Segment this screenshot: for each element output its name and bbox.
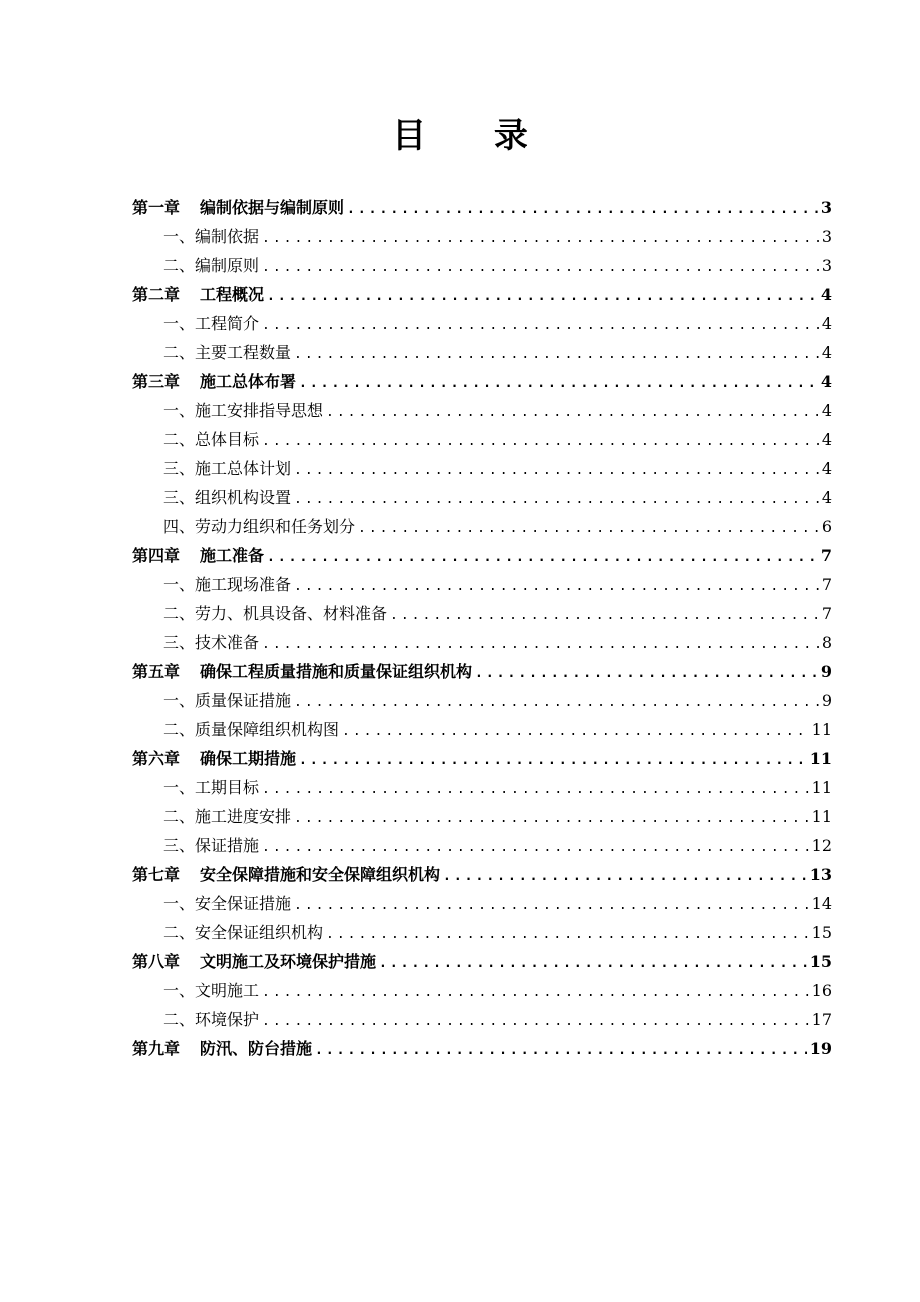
chapter-title: 施工总体布署 [200,372,297,391]
dot-leader [294,456,819,483]
toc-section-entry[interactable] [132,715,832,744]
section-title: 一、编制依据 [163,227,260,246]
toc-entry-label [163,454,291,483]
toc-entry-label [163,976,259,1005]
chapter-number: 第五章 [132,662,181,681]
chapter-number: 第九章 [132,1039,181,1058]
dot-leader [262,775,809,802]
chapter-title: 文明施工及环境保护措施 [200,952,377,971]
dot-leader [299,369,818,396]
chapter-title: 编制依据与编制原则 [200,198,345,217]
toc-entry-label [163,251,259,280]
chapter-number: 第一章 [132,198,181,217]
page-number: 7 [821,575,832,594]
page-number: 7 [820,546,832,565]
toc-section-entry[interactable] [132,918,832,947]
section-title: 二、劳力、机具设备、材料准备 [163,604,388,623]
toc-chapter-entry[interactable] [132,860,832,889]
page-number: 9 [820,662,832,681]
section-title: 一、工程简介 [163,314,260,333]
section-title: 一、安全保证措施 [163,894,292,913]
dot-leader [347,195,818,222]
section-title: 四、劳动力组织和任务划分 [163,517,356,536]
dot-leader [262,427,819,454]
chapter-title: 确保工期措施 [200,749,297,768]
toc-section-entry[interactable] [132,251,832,280]
toc-section-entry[interactable] [132,628,832,657]
page-number: 4 [821,459,832,478]
section-title: 一、质量保证措施 [163,691,292,710]
toc-section-entry[interactable] [132,483,832,512]
toc-section-entry[interactable] [132,976,832,1005]
page-number: 9 [821,691,832,710]
toc-entry-label [132,367,296,396]
toc-section-entry[interactable] [132,309,832,338]
dot-leader [262,224,819,251]
dot-leader [443,862,807,889]
chapter-title: 确保工程质量措施和质量保证组织机构 [200,662,473,681]
toc-section-entry[interactable] [132,425,832,454]
page-number: 3 [820,198,832,217]
toc-entry-label [132,541,264,570]
toc-section-entry[interactable] [132,773,832,802]
toc-entry-label [132,657,472,686]
section-title: 二、总体目标 [163,430,260,449]
toc-section-entry[interactable] [132,889,832,918]
page-number: 15 [811,923,832,942]
toc-entry-label [163,338,291,367]
page-number: 14 [811,894,832,913]
toc-entry-label [163,773,259,802]
dot-leader [294,340,819,367]
toc-title: 目 录 [392,116,556,156]
toc-entry-label [163,918,323,947]
dot-leader [267,282,818,309]
section-title: 二、编制原则 [163,256,260,275]
toc-chapter-entry[interactable] [132,541,832,570]
toc-section-entry[interactable] [132,512,832,541]
dot-leader [262,1007,809,1034]
section-title: 一、施工安排指导思想 [163,401,324,420]
toc-entry-label [163,222,259,251]
page-number: 11 [811,807,832,826]
dot-leader [326,398,819,425]
toc-entry-label [163,396,323,425]
dot-leader [262,833,809,860]
page-number: 19 [809,1039,832,1058]
toc-section-entry[interactable] [132,686,832,715]
chapter-number: 第六章 [132,749,181,768]
section-title: 三、施工总体计划 [163,459,292,478]
toc-section-entry[interactable] [132,396,832,425]
page-number: 4 [821,488,832,507]
section-title: 三、组织机构设置 [163,488,292,507]
toc-entry-label [132,193,344,222]
page-number: 4 [821,314,832,333]
table-of-contents [132,193,832,1063]
toc-entry-label [132,947,376,976]
toc-section-entry[interactable] [132,599,832,628]
toc-section-entry[interactable] [132,222,832,251]
section-title: 一、文明施工 [163,981,260,1000]
toc-entry-label [163,831,259,860]
dot-leader [475,659,818,686]
page-number: 16 [811,981,832,1000]
chapter-title: 防汛、防台措施 [200,1039,313,1058]
toc-entry-label [163,715,339,744]
page-number: 3 [821,227,832,246]
toc-entry-label [163,889,291,918]
dot-leader [342,717,809,744]
toc-entry-label [132,1034,312,1063]
chapter-number: 第八章 [132,952,181,971]
section-title: 二、主要工程数量 [163,343,292,362]
dot-leader [262,311,819,338]
page-number: 11 [811,720,832,739]
toc-entry-label [132,280,264,309]
page-number: 6 [821,517,832,536]
toc-chapter-entry[interactable] [132,657,832,686]
chapter-number: 第二章 [132,285,181,304]
page-number: 8 [821,633,832,652]
dot-leader [267,543,818,570]
dot-leader [294,804,809,831]
toc-entry-label [163,425,259,454]
chapter-number: 第三章 [132,372,181,391]
section-title: 一、施工现场准备 [163,575,292,594]
toc-chapter-entry[interactable] [132,367,832,396]
page-number: 11 [809,749,832,768]
toc-entry-label [163,512,355,541]
toc-entry-label [163,686,291,715]
dot-leader [294,485,819,512]
dot-leader [294,688,819,715]
toc-section-entry[interactable] [132,802,832,831]
page-number: 17 [811,1010,832,1029]
toc-chapter-entry[interactable] [132,193,832,222]
dot-leader [294,891,809,918]
chapter-number: 第四章 [132,546,181,565]
toc-entry-label [132,744,296,773]
section-title: 一、工期目标 [163,778,260,797]
page-number: 12 [811,836,832,855]
toc-section-entry[interactable] [132,454,832,483]
toc-chapter-entry[interactable] [132,947,832,976]
page-number: 3 [821,256,832,275]
dot-leader [379,949,807,976]
page-number: 15 [809,952,832,971]
toc-chapter-entry[interactable] [132,1034,832,1063]
dot-leader [358,514,819,541]
page-number: 4 [821,343,832,362]
page-number: 4 [821,430,832,449]
dot-leader [390,601,819,628]
toc-entry-label [163,628,259,657]
toc-entry-label [163,483,291,512]
chapter-title: 工程概况 [200,285,265,304]
page-number: 4 [820,285,832,304]
page-number: 4 [821,401,832,420]
section-title: 三、保证措施 [163,836,260,855]
section-title: 二、质量保障组织机构图 [163,720,340,739]
section-title: 二、安全保证组织机构 [163,923,324,942]
chapter-number: 第七章 [132,865,181,884]
dot-leader [262,253,819,280]
toc-entry-label [163,309,259,338]
dot-leader [315,1036,807,1063]
toc-entry-label [163,599,387,628]
page-number: 4 [820,372,832,391]
toc-entry-label [163,1005,259,1034]
toc-section-entry[interactable] [132,831,832,860]
toc-entry-label [163,570,291,599]
toc-chapter-entry[interactable] [132,744,832,773]
dot-leader [299,746,807,773]
chapter-title: 施工准备 [200,546,265,565]
section-title: 三、技术准备 [163,633,260,652]
toc-section-entry[interactable] [132,570,832,599]
page-number: 13 [809,865,832,884]
toc-section-entry[interactable] [132,338,832,367]
section-title: 二、施工进度安排 [163,807,292,826]
section-title: 二、环境保护 [163,1010,260,1029]
toc-chapter-entry[interactable] [132,280,832,309]
toc-section-entry[interactable] [132,1005,832,1034]
dot-leader [326,920,809,947]
chapter-title: 安全保障措施和安全保障组织机构 [200,865,441,884]
dot-leader [262,978,809,1005]
page-number: 7 [821,604,832,623]
toc-entry-label [132,860,440,889]
dot-leader [262,630,819,657]
page-number: 11 [811,778,832,797]
dot-leader [294,572,819,599]
toc-entry-label [163,802,291,831]
